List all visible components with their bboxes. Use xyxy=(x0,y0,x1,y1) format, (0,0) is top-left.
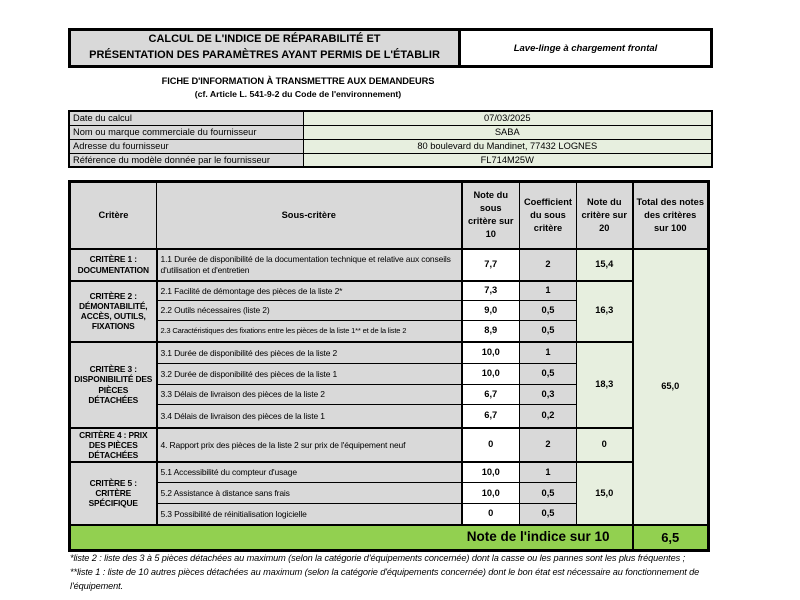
subcriterion-3-1: 3.1 Durée de disponibilité des pièces de la liste 2 xyxy=(157,342,462,364)
note20-value: 18,3 xyxy=(577,342,633,428)
subcriterion-2-3: 2.3 Caractéristiques des fixations entre les pièces de la liste 1** et de la liste 2 xyxy=(157,321,462,342)
subcriterion-3-2: 3.2 Durée de disponibilité des pièces de la liste 1 xyxy=(157,364,462,385)
subheader-line-1: FICHE D'INFORMATION À TRANSMETTRE AUX DEMANDEURS xyxy=(161,76,435,86)
coef-value: 1 xyxy=(520,342,577,364)
coef-value: 1 xyxy=(520,462,577,483)
table-row xyxy=(70,428,709,462)
info-value: FL714M25W xyxy=(303,153,712,167)
header-note10: Note du sous critère sur 10 xyxy=(462,182,520,249)
coef-value: 0,5 xyxy=(520,321,577,342)
note10-value: 10,0 xyxy=(462,462,520,483)
info-row-date xyxy=(69,111,712,125)
note10-value: 0 xyxy=(462,428,520,462)
note10-value: 0 xyxy=(462,504,520,525)
footnote-liste1: **liste 1 : liste de 10 autres pièces détachées au maximum (selon la catégorie d'équipements concernée) dont le bon état est nécessaire au fonctionnement de l'équipement. xyxy=(70,566,700,591)
subcriterion-3-4: 3.4 Délais de livraison des pièces de la liste 1 xyxy=(157,405,462,428)
note10-value: 7,3 xyxy=(462,281,520,301)
note10-value: 10,0 xyxy=(462,342,520,364)
note10-value: 6,7 xyxy=(462,385,520,405)
info-label: Adresse du fournisseur xyxy=(69,139,303,153)
title-band xyxy=(68,28,713,68)
info-value: 80 boulevard du Mandinet, 77432 LOGNES xyxy=(303,139,712,153)
subcriterion-5-3: 5.3 Possibilité de réinitialisation logicielle xyxy=(157,504,462,525)
header-critere: Critère xyxy=(70,182,157,249)
coef-value: 1 xyxy=(520,281,577,301)
note10-value: 10,0 xyxy=(462,483,520,504)
criterion-1-label: CRITÈRE 1 : DOCUMENTATION xyxy=(70,249,157,281)
coef-value: 0,5 xyxy=(520,504,577,525)
footnote-liste2: *liste 2 : liste des 3 à 5 pièces détachées au maximum (selon la catégorie d'équipements concernée) dont la casse ou les pannes sont les plus fréquentes ; xyxy=(70,553,686,563)
subcriterion-3-3: 3.3 Délais de livraison des pièces de la liste 2 xyxy=(157,385,462,405)
info-row-address xyxy=(69,139,712,153)
criterion-2-label: CRITÈRE 2 : DÉMONTABILITÉ, ACCÈS, OUTILS, FIXATIONS xyxy=(70,281,157,342)
table-row xyxy=(70,281,709,301)
coef-value: 0,2 xyxy=(520,405,577,428)
criterion-4-label: CRITÈRE 4 : PRIX DES PIÈCES DÉTACHÉES xyxy=(70,428,157,462)
table-row xyxy=(70,342,709,364)
product-category-box xyxy=(461,31,710,65)
header-note20: Note du critère sur 20 xyxy=(577,182,633,249)
total-score-100: 65,0 xyxy=(633,249,709,525)
subcriterion-1-1: 1.1 Durée de disponibilité de la documentation technique et relative aux conseils d'utilisation et d'entretien xyxy=(157,249,462,281)
note10-value: 10,0 xyxy=(462,364,520,385)
info-value: 07/03/2025 xyxy=(303,111,712,125)
note20-value: 16,3 xyxy=(577,281,633,342)
coef-value: 2 xyxy=(520,249,577,281)
title-line-1: CALCUL DE L'INDICE DE RÉPARABILITÉ ET xyxy=(148,33,381,46)
supplier-info-table xyxy=(68,110,713,168)
table-row xyxy=(70,462,709,483)
note10-value: 8,9 xyxy=(462,321,520,342)
coef-value: 0,5 xyxy=(520,301,577,321)
subheader-line-2: (cf. Article L. 541-9-2 du Code de l'environnement) xyxy=(194,89,402,99)
header-coefficient: Coefficient du sous critère xyxy=(520,182,577,249)
note20-value: 15,0 xyxy=(577,462,633,525)
coef-value: 0,5 xyxy=(520,483,577,504)
index-banner-row xyxy=(70,525,709,551)
subcriterion-2-2: 2.2 Outils nécessaires (liste 2) xyxy=(157,301,462,321)
footnotes xyxy=(70,552,718,593)
coef-value: 0,3 xyxy=(520,385,577,405)
subheader xyxy=(68,76,528,99)
info-row-reference xyxy=(69,153,712,167)
info-label: Date du calcul xyxy=(69,111,303,125)
index-banner-label: Note de l'indice sur 10 xyxy=(70,525,633,551)
document-title xyxy=(71,31,461,65)
header-sous-critere: Sous-critère xyxy=(157,182,462,249)
product-category-label: Lave-linge à chargement frontal xyxy=(513,42,658,54)
subcriterion-5-2: 5.2 Assistance à distance sans frais xyxy=(157,483,462,504)
info-label: Nom ou marque commerciale du fournisseur xyxy=(69,125,303,139)
note10-value: 6,7 xyxy=(462,405,520,428)
header-total100: Total des notes des critères sur 100 xyxy=(633,182,709,249)
criteria-table-header-row xyxy=(70,182,709,249)
subcriterion-4: 4. Rapport prix des pièces de la liste 2 sur prix de l'équipement neuf xyxy=(157,428,462,462)
criteria-table xyxy=(68,180,710,552)
coef-value: 2 xyxy=(520,428,577,462)
note20-value: 0 xyxy=(577,428,633,462)
criterion-5-label: CRITÈRE 5 : CRITÈRE SPÉCIFIQUE xyxy=(70,462,157,525)
index-score-value: 6,5 xyxy=(633,525,709,551)
info-value: SABA xyxy=(303,125,712,139)
info-row-brand xyxy=(69,125,712,139)
table-row xyxy=(70,249,709,281)
note20-value: 15,4 xyxy=(577,249,633,281)
coef-value: 0,5 xyxy=(520,364,577,385)
info-label: Référence du modèle donnée par le fournisseur xyxy=(69,153,303,167)
criterion-3-label: CRITÈRE 3 : DISPONIBILITÉ DES PIÈCES DÉTACHÉES xyxy=(70,342,157,428)
note10-value: 9,0 xyxy=(462,301,520,321)
note10-value: 7,7 xyxy=(462,249,520,281)
subcriterion-5-1: 5.1 Accessibilité du compteur d'usage xyxy=(157,462,462,483)
subcriterion-2-1: 2.1 Facilité de démontage des pièces de la liste 2* xyxy=(157,281,462,301)
title-line-2: PRÉSENTATION DES PARAMÈTRES AYANT PERMIS DE L'ÉTABLIR xyxy=(89,49,440,61)
